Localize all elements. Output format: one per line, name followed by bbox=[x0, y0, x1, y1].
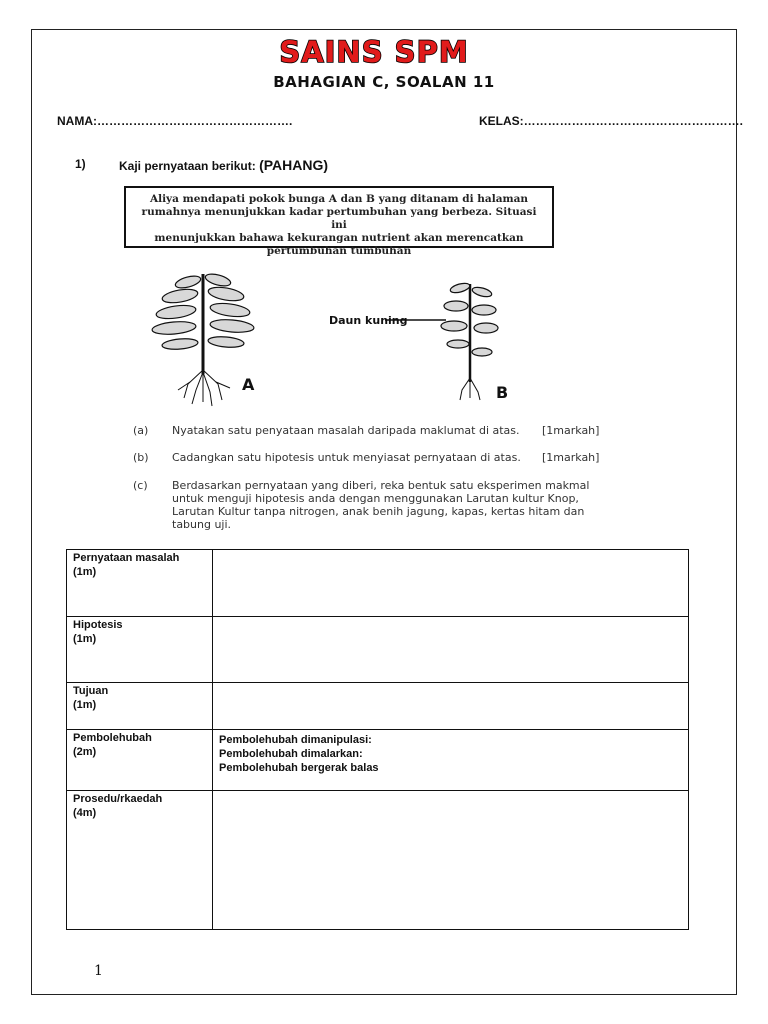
answer-cell-hipotesis[interactable] bbox=[213, 617, 689, 683]
subq-b-text: Cadangkan satu hipotesis untuk menyiasat pernyataan di atas. bbox=[172, 451, 521, 464]
daun-kuning-label: Daun kuning bbox=[329, 314, 408, 327]
row-marks: (1m) bbox=[73, 699, 97, 711]
row-label: Prosedu/rkaedah bbox=[73, 793, 163, 805]
answer-cell-prosedur[interactable] bbox=[213, 791, 689, 930]
page-number: 1 bbox=[94, 963, 103, 979]
subq-a-marks: [1markah] bbox=[542, 424, 600, 437]
scenario-line: rumahnya menunjukkan kadar pertumbuhan yang berbeza. Situasi ini bbox=[141, 206, 537, 231]
answer-cell-pernyataan[interactable] bbox=[213, 550, 689, 617]
row-label-cell bbox=[67, 683, 213, 730]
logo-text: SAINS SPM bbox=[279, 35, 469, 68]
row-label: Pembolehubah bbox=[73, 732, 152, 744]
row-marks: (1m) bbox=[73, 566, 97, 578]
answer-table bbox=[66, 549, 689, 930]
kelas-field[interactable]: KELAS:………………………………………………. bbox=[479, 114, 743, 128]
plant-a-illustration bbox=[152, 272, 255, 406]
table-row bbox=[67, 617, 689, 683]
subq-a-letter: (a) bbox=[133, 424, 149, 437]
table-row bbox=[67, 791, 689, 930]
plant-a-label: A bbox=[242, 375, 255, 394]
page-title: BAHAGIAN C, SOALAN 11 bbox=[273, 73, 495, 91]
question-intro bbox=[119, 157, 328, 173]
row-marks: (1m) bbox=[73, 633, 97, 645]
nama-field[interactable]: NAMA:…………………………………………. bbox=[57, 114, 293, 128]
scenario-line: Aliya mendapati pokok bunga A dan B yang ditanam di halaman bbox=[149, 193, 529, 205]
plant-b-illustration bbox=[441, 282, 498, 400]
row-label-cell bbox=[67, 730, 213, 791]
row-label-cell bbox=[67, 791, 213, 930]
subq-c-line: tabung uji. bbox=[172, 518, 232, 531]
responding-variable-label: Pembolehubah bergerak balas bbox=[219, 762, 379, 774]
subq-c-text bbox=[172, 479, 589, 531]
row-marks: (4m) bbox=[73, 807, 97, 819]
row-marks: (2m) bbox=[73, 746, 97, 758]
subq-b-marks: [1markah] bbox=[542, 451, 600, 464]
row-label: Pernyataan masalah bbox=[73, 552, 180, 564]
row-label: Tujuan bbox=[73, 685, 109, 697]
question-number: 1) bbox=[75, 157, 86, 171]
sains-spm-logo bbox=[245, 34, 503, 68]
plant-b-label: B bbox=[496, 383, 509, 402]
row-label-cell bbox=[67, 550, 213, 617]
scenario-line: menunjukkan bahawa kekurangan nutrient akan merencatkan bbox=[154, 232, 524, 244]
subq-c-letter: (c) bbox=[133, 479, 148, 492]
table-row bbox=[67, 550, 689, 617]
subq-a-text: Nyatakan satu penyataan masalah daripada maklumat di atas. bbox=[172, 424, 520, 437]
subq-c-line: Larutan Kultur tanpa nitrogen, anak benih jagung, kapas, kertas hitam dan bbox=[172, 505, 585, 518]
answer-cell-tujuan[interactable] bbox=[213, 683, 689, 730]
answer-cell-pembolehubah[interactable] bbox=[213, 730, 689, 791]
question-intro-text: Kaji pernyataan berikut: bbox=[119, 159, 256, 173]
table-row bbox=[67, 730, 689, 791]
row-label: Hipotesis bbox=[73, 619, 123, 631]
subq-c-line: Berdasarkan pernyataan yang diberi, reka bentuk satu eksperimen makmal bbox=[172, 479, 590, 492]
subq-c-line: untuk menguji hipotesis anda dengan menggunakan Larutan kultur Knop, bbox=[172, 492, 579, 505]
scenario-box bbox=[124, 186, 554, 257]
row-label-cell bbox=[67, 617, 213, 683]
plant-figure bbox=[140, 266, 520, 414]
scenario-line: pertumbuhan tumbuhan bbox=[266, 245, 412, 257]
subq-b-letter: (b) bbox=[133, 451, 149, 464]
manipulated-variable-label: Pembolehubah dimanipulasi: bbox=[219, 734, 372, 746]
table-row bbox=[67, 683, 689, 730]
question-source: (PAHANG) bbox=[259, 157, 329, 173]
controlled-variable-label: Pembolehubah dimalarkan: bbox=[219, 748, 363, 760]
